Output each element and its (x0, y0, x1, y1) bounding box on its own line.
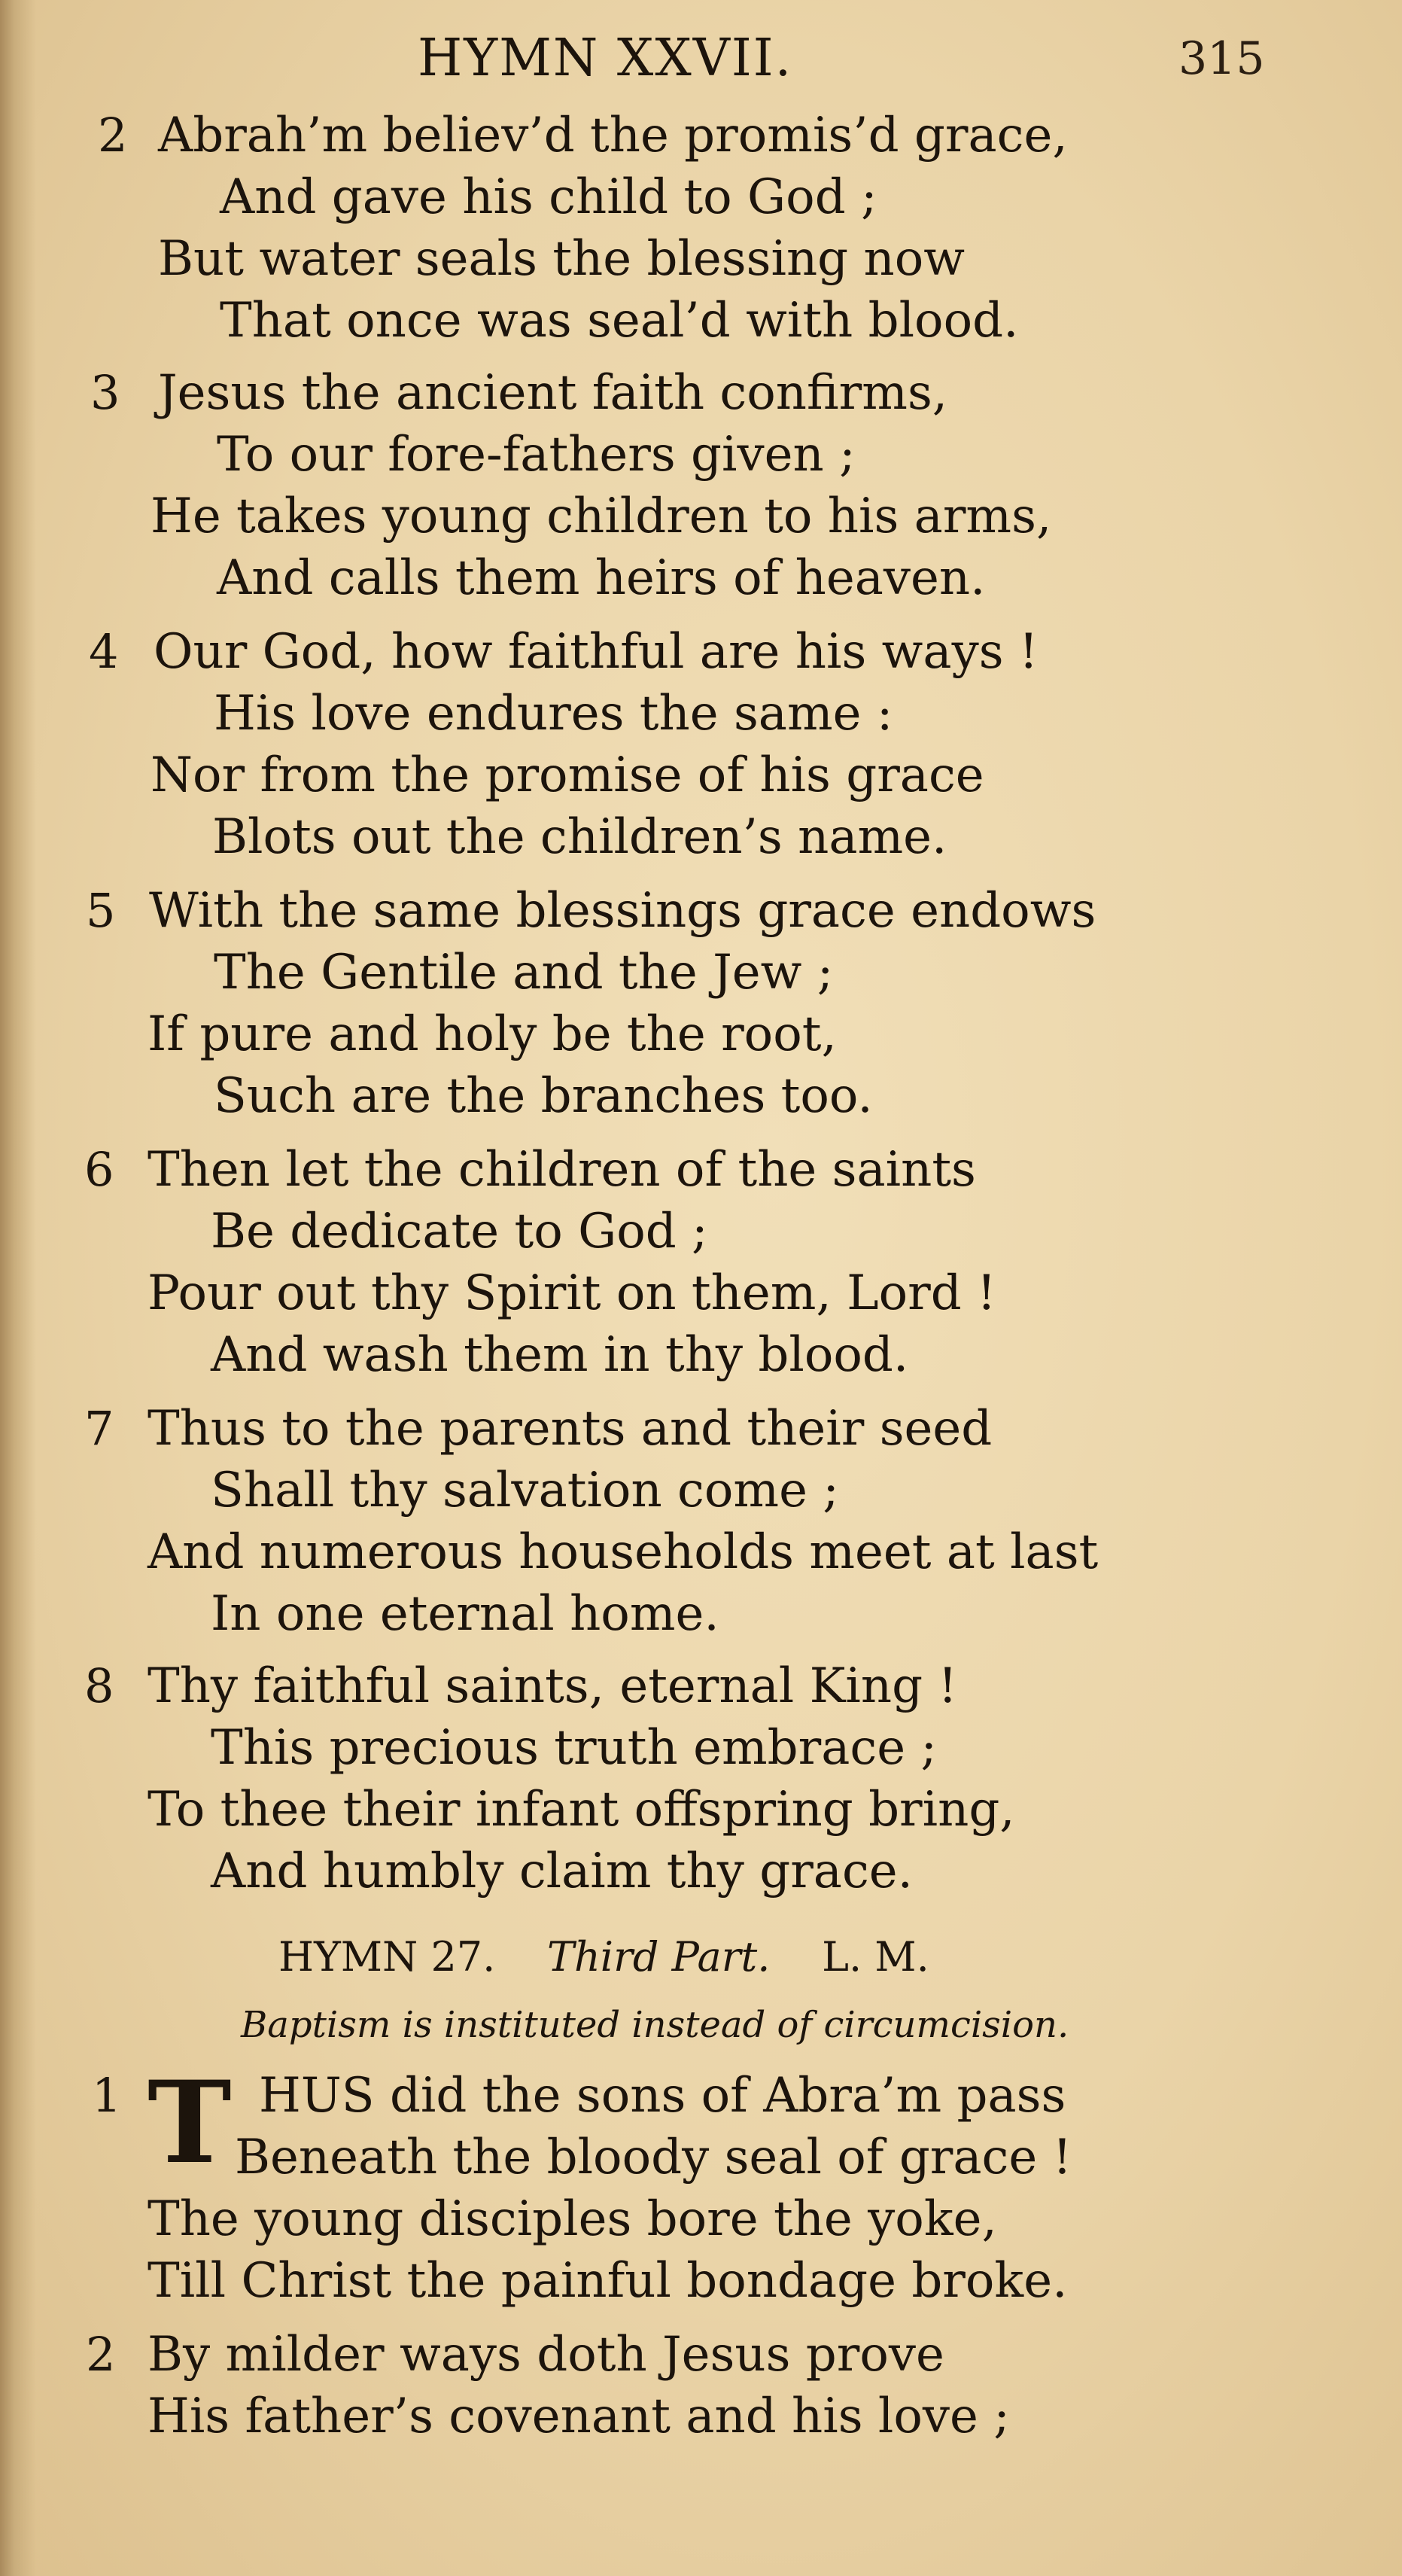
verse-line: The Gentile and the Jew ; (214, 945, 834, 1000)
stanza-number: 6 (84, 1142, 114, 1197)
running-header (0, 29, 1402, 89)
verse-line: Our God, how faithful are his ways ! (154, 624, 1039, 680)
verse-line: And wash them in thy blood. (211, 1327, 909, 1383)
verse-line: And numerous households meet at last (147, 1524, 1099, 1580)
section-heading (278, 1931, 929, 1984)
verse-line: Blots out the children’s name. (212, 809, 947, 865)
verse-line: Abrah’m believ’d the promis’d grace, (158, 108, 1068, 163)
verse-line: If pure and holy be the root, (147, 1006, 837, 1062)
drop-cap: T (147, 2057, 232, 2189)
verse-line: Thus to the parents and their seed (147, 1401, 993, 1457)
heading-part: Third Part. (547, 1933, 771, 1981)
verse-line: His love endures the same : (214, 686, 893, 741)
verse-line: His father’s covenant and his love ; (147, 2389, 1010, 2444)
verse-line: By milder ways doth Jesus prove (147, 2327, 944, 2383)
stanza-number: 5 (86, 883, 116, 938)
verse-line: And calls them heirs of heaven. (217, 550, 986, 606)
verse-line: Such are the branches too. (214, 1068, 873, 1124)
page-binding-edge (0, 0, 36, 2576)
stanza-number: 1 (92, 2068, 122, 2123)
stanza-number: 4 (89, 624, 119, 679)
page-number: 315 (1178, 32, 1265, 85)
verse-line: HUS did the sons of Abra’m pass (259, 2068, 1066, 2124)
verse-line: With the same blessings grace endows (149, 883, 1096, 939)
heading-hymn-number: HYMN 27. (278, 1933, 496, 1981)
verse-line: Pour out thy Spirit on them, Lord ! (147, 1265, 996, 1321)
stanza-number: 2 (86, 2327, 116, 2382)
page-title: HYMN XXVII. (418, 29, 793, 88)
verse-line: The young disciples bore the yoke, (147, 2191, 997, 2247)
verse-line: Till Christ the painful bondage broke. (147, 2253, 1068, 2309)
verse-line: In one eternal home. (211, 1586, 719, 1642)
verse-line: To thee their infant offspring bring, (147, 1782, 1015, 1838)
verse-line: Nor from the promise of his grace (151, 748, 984, 803)
verse-line: Beneath the bloody seal of grace ! (235, 2130, 1072, 2185)
verse-line: And humbly claim thy grace. (211, 1844, 913, 1899)
heading-meter: L. M. (822, 1933, 929, 1981)
verse-line: And gave his child to God ; (220, 169, 877, 225)
verse-line: Jesus the ancient faith confirms, (158, 365, 948, 421)
stanza-number: 8 (84, 1658, 114, 1713)
verse-line: He takes young children to his arms, (151, 489, 1052, 544)
verse-line: Be dedicate to God ; (211, 1204, 708, 1259)
verse-line: That once was seal’d with blood. (220, 293, 1019, 349)
verse-line: Shall thy salvation come ; (211, 1463, 839, 1518)
stanza-number: 3 (90, 365, 120, 420)
verse-line: This precious truth embrace ; (211, 1720, 937, 1776)
stanza-number: 7 (84, 1401, 114, 1456)
verse-line: Then let the children of the saints (147, 1142, 976, 1198)
section-subtitle: Baptism is instituted instead of circumcision. (241, 2004, 1069, 2046)
stanza-number: 2 (98, 108, 128, 163)
verse-line: Thy faithful saints, eternal King ! (147, 1658, 958, 1714)
verse-line: But water seals the blessing now (158, 231, 965, 287)
verse-line: To our fore-fathers given ; (217, 427, 856, 483)
